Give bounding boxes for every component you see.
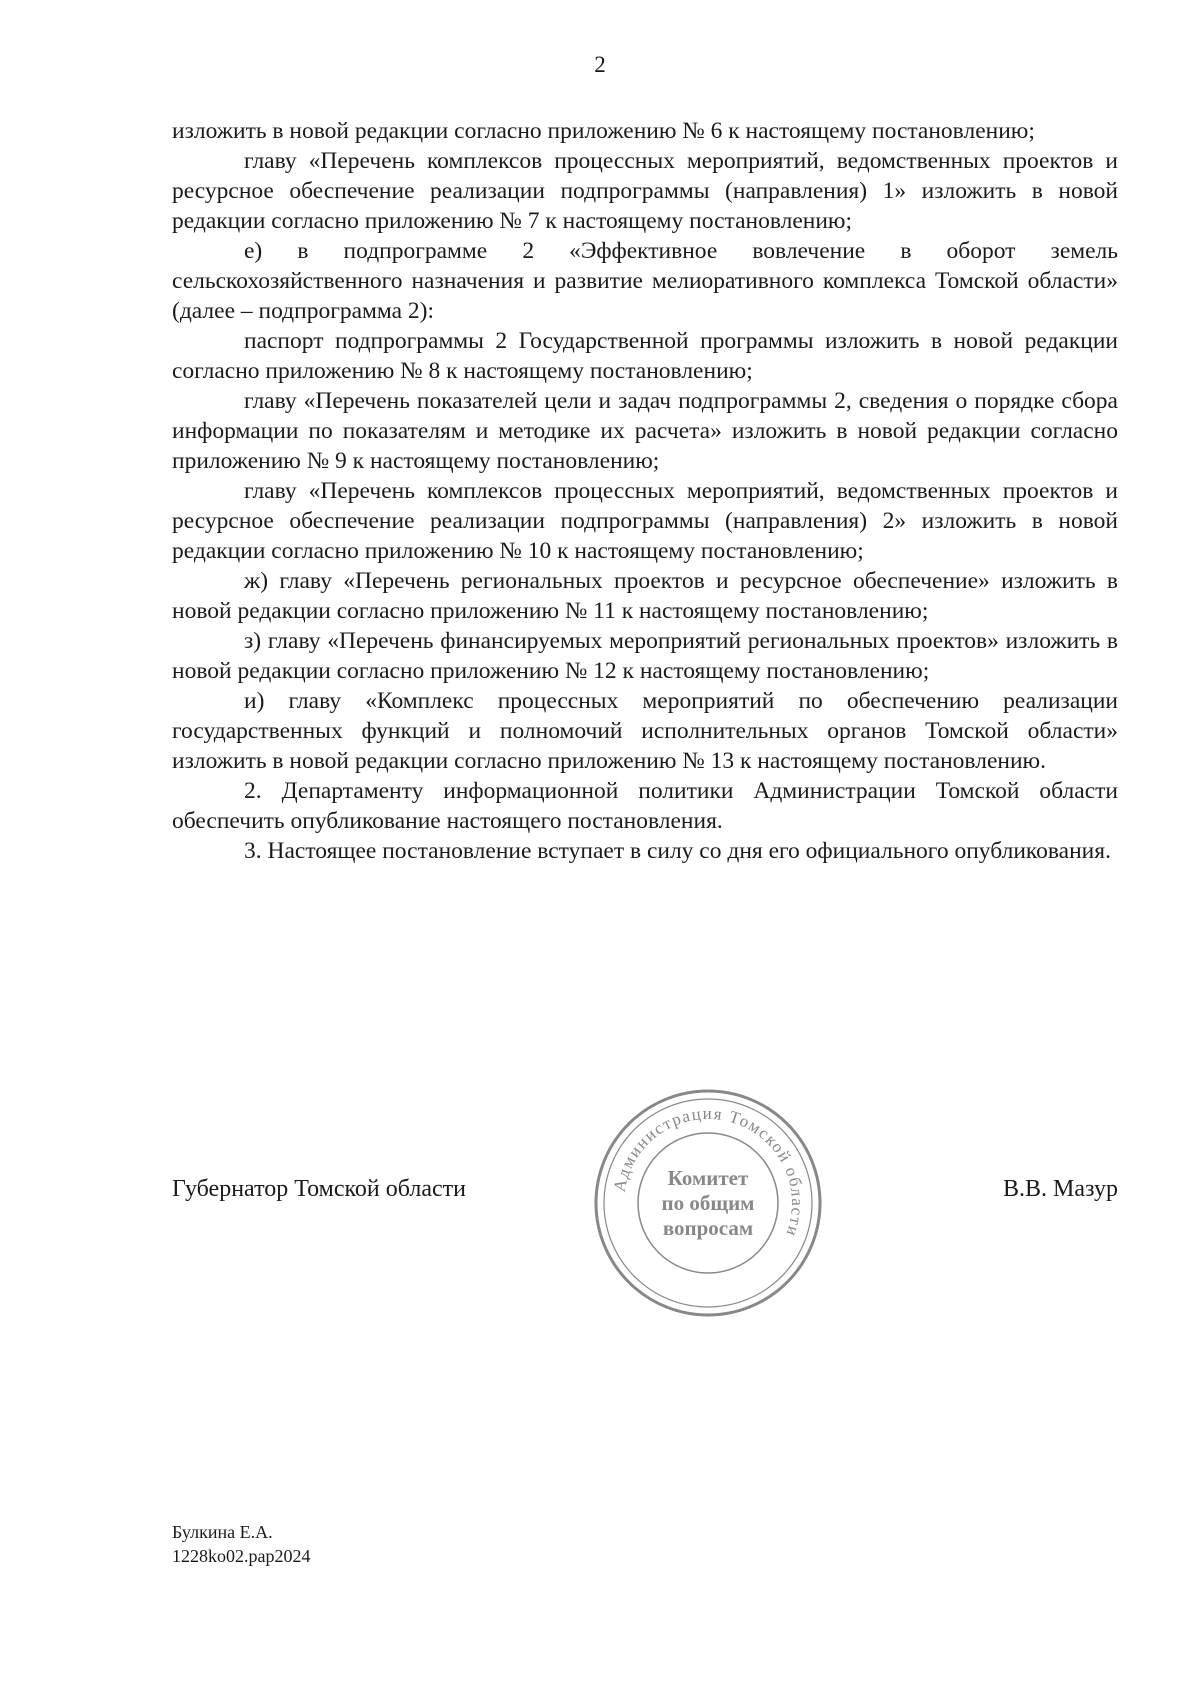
paragraph: главу «Перечень показателей цели и задач подпрограммы 2, сведения о порядке сбора информации по показателям и методике их расчета» изложить в новой редакции согласно приложению № 9 к настоящему постановлению; [172, 388, 1118, 474]
stamp-line: Комитет [667, 1166, 749, 1190]
stamp-ring-text: Администрация Томской области [609, 1103, 808, 1240]
document-code: 1228ko02.pap2024 [172, 1546, 311, 1566]
stamp-line: вопросам [662, 1216, 754, 1240]
paragraph: 3. Настоящее постановление вступает в силу со дня его официального опубликования. [244, 838, 1111, 864]
document-body [172, 116, 1118, 866]
paragraph: изложить в новой редакции согласно приложению № 6 к настоящему постановлению; [172, 118, 1035, 144]
paragraph: з) главу «Перечень финансируемых мероприятий региональных проектов» изложить в новой редакции согласно приложению № 12 к настоящему постановлению; [172, 628, 1118, 684]
page-number: 2 [594, 52, 606, 77]
paragraph: 2. Департаменту информационной политики Администрации Томской области обеспечить опубликование настоящего постановления. [172, 778, 1118, 834]
official-stamp [590, 1085, 826, 1321]
paragraph: главу «Перечень комплексов процессных мероприятий, ведомственных проектов и ресурсное обеспечение реализации подпрограммы (направления) 1» изложить в новой редакции согласно приложению № 7 к настоящему постановлению; [172, 148, 1118, 234]
paragraph: паспорт подпрограммы 2 Государственной программы изложить в новой редакции согласно приложению № 8 к настоящему постановлению; [172, 328, 1118, 384]
stamp-line: по общим [661, 1191, 755, 1215]
paragraph: главу «Перечень комплексов процессных мероприятий, ведомственных проектов и ресурсное обеспечение реализации подпрограммы (направления) 2» изложить в новой редакции согласно приложению № 10 к настоящему постановлению; [172, 478, 1118, 564]
signatory-name: В.В. Мазур [1003, 1176, 1118, 1202]
signatory-position: Губернатор Томской области [172, 1176, 466, 1202]
executor-name: Булкина Е.А. [172, 1522, 273, 1542]
paragraph: и) главу «Комплекс процессных мероприятий по обеспечению реализации государственных функций и полномочий исполнительных органов Томской области» изложить в новой редакции согласно приложению № 13 к настоящему постановлению. [172, 688, 1118, 774]
paragraph: ж) главу «Перечень региональных проектов и ресурсное обеспечение» изложить в новой редакции согласно приложению № 11 к настоящему постановлению; [172, 568, 1118, 624]
document-footer [172, 1520, 311, 1568]
paragraph: е) в подпрограмме 2 «Эффективное вовлечение в оборот земель сельскохозяйственного назначения и развитие мелиоративного комплекса Томской области» (далее – подпрограмма 2): [172, 238, 1118, 324]
